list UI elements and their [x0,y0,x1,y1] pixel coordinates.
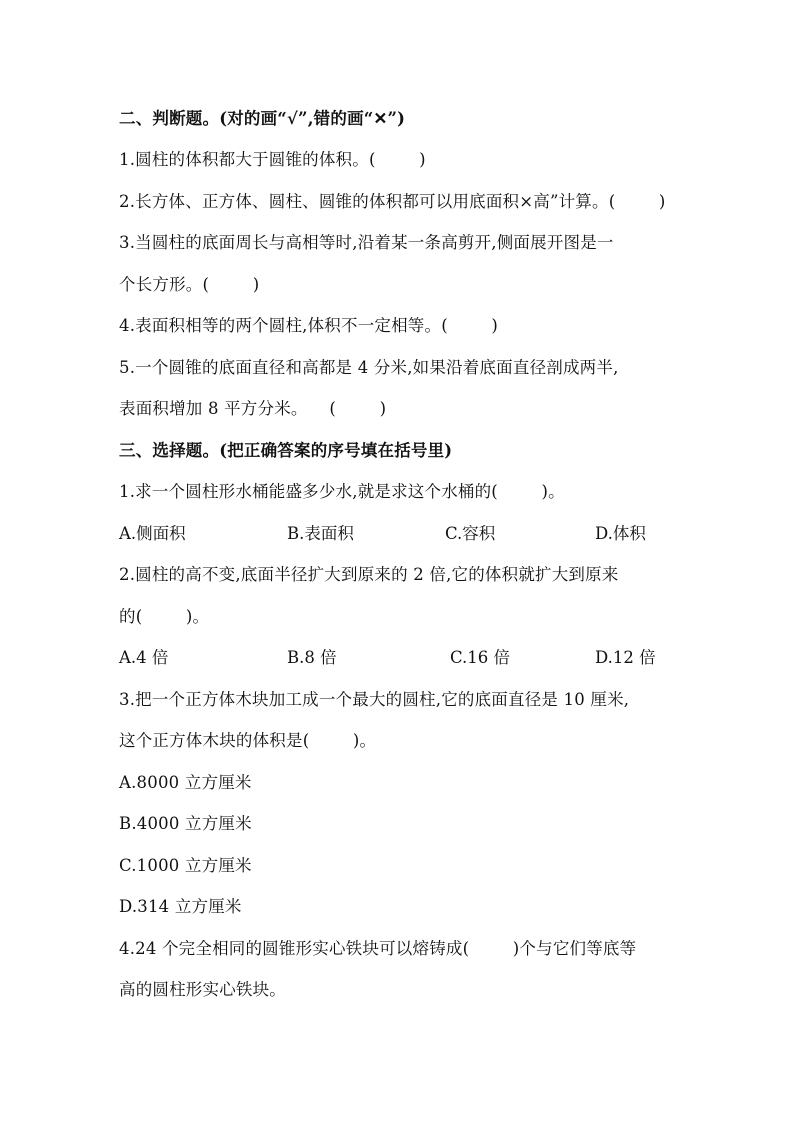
choice-q1-option-c: C.容积 [445,524,496,543]
choice-q1-stem: 1.求一个圆柱形水桶能盛多少水,就是求这个水桶的( )。 [119,482,565,501]
choice-q3-stem-line-1: 3.把一个正方体木块加工成一个最大的圆柱,它的底面直径是 10 厘米, [119,690,630,709]
choice-q3-option-c: C.1000 立方厘米 [119,856,252,875]
choice-q4-stem-line-1: 4.24 个完全相同的圆锥形实心铁块可以熔铸成( )个与它们等底等 [119,939,637,958]
choice-q1-option-a: A.侧面积 [119,524,186,543]
choice-q2-stem-line-1: 2.圆柱的高不变,底面半径扩大到原来的 2 倍,它的体积就扩大到原来 [119,565,619,584]
section-2-title: 二、判断题。(对的画“√”,错的画“✕”) [119,109,406,128]
choice-q4-stem-line-2: 高的圆柱形实心铁块。 [119,980,286,999]
choice-q3-option-d: D.314 立方厘米 [119,897,242,916]
choice-q3-stem-line-2: 这个正方体木块的体积是( )。 [119,731,377,750]
choice-q3-option-a: A.8000 立方厘米 [119,773,252,792]
choice-q2-option-c: C.16 倍 [450,648,511,667]
judge-item-2: 2.长方体、正方体、圆柱、圆锥的体积都可以用底面积×高”计算。( ) [119,192,666,211]
judge-item-3-line-1: 3.当圆柱的底面周长与高相等时,沿着某一条高剪开,侧面展开图是一 [119,233,614,252]
judge-item-1: 1.圆柱的体积都大于圆锥的体积。( ) [119,150,426,169]
choice-q2-stem-line-2: 的( )。 [119,607,210,626]
judge-item-4: 4.表面积相等的两个圆柱,体积不一定相等。( ) [119,316,499,335]
judge-item-5-line-2: 表面积增加 8 平方分米。 ( ) [119,399,387,418]
choice-q2-option-a: A.4 倍 [119,648,169,667]
section-3-title: 三、选择题。(把正确答案的序号填在括号里) [119,441,453,460]
judge-item-5-line-1: 5.一个圆锥的底面直径和高都是 4 分米,如果沿着底面直径剖成两半, [119,358,619,377]
choice-q2-option-b: B.8 倍 [287,648,337,667]
choice-q1-option-d: D.体积 [595,524,646,543]
judge-item-3-line-2: 个长方形。( ) [119,275,260,294]
choice-q3-option-b: B.4000 立方厘米 [119,814,252,833]
choice-q1-option-b: B.表面积 [287,524,354,543]
choice-q2-option-d: D.12 倍 [595,648,656,667]
